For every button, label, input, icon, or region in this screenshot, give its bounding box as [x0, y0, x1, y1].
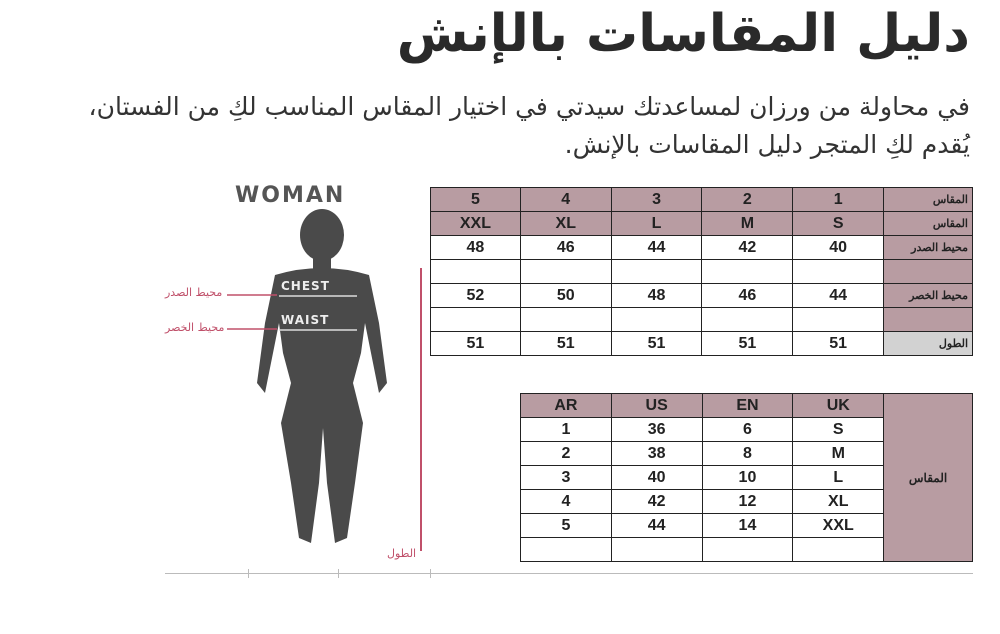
table-cell: 2 [521, 442, 612, 466]
table-cell [793, 308, 884, 332]
table-cell: L [793, 466, 884, 490]
table-cell [793, 260, 884, 284]
table-cell: 51 [431, 332, 521, 356]
table-cell: 3 [611, 188, 702, 212]
table-cell [793, 538, 884, 562]
table-cell: 40 [611, 466, 702, 490]
waist-label: WAIST [281, 313, 330, 327]
table-cell: 10 [702, 466, 793, 490]
body-figure [165, 183, 430, 578]
table-row [431, 188, 973, 212]
table-cell: 48 [431, 236, 521, 260]
table-cell: XXL [431, 212, 521, 236]
table-row [431, 260, 973, 284]
table-cell: 42 [702, 236, 793, 260]
table-cell: 4 [520, 188, 611, 212]
table-cell: 6 [702, 418, 793, 442]
table-cell: 44 [611, 236, 702, 260]
page-title: دليل المقاسات بالإنش [396, 4, 970, 64]
length-label: الطول [387, 547, 417, 560]
waist-side-label: محيط الخصر [165, 321, 225, 334]
chest-side-label: محيط الصدر [165, 286, 223, 299]
table-cell [702, 260, 793, 284]
table-cell: 51 [702, 332, 793, 356]
table-cell [702, 538, 793, 562]
table-cell [611, 538, 702, 562]
divider [430, 569, 431, 578]
row-label: المقاس [884, 188, 973, 212]
table-cell: 46 [702, 284, 793, 308]
table-cell: 46 [520, 236, 611, 260]
table-cell: 42 [611, 490, 702, 514]
table-cell: S [793, 212, 884, 236]
conversion-side-label: المقاس [884, 394, 973, 562]
table-cell: 36 [611, 418, 702, 442]
table-cell: 1 [793, 188, 884, 212]
table-cell: 51 [611, 332, 702, 356]
table-row [431, 212, 973, 236]
divider [338, 569, 339, 578]
table-cell [611, 260, 702, 284]
row-label: الطول [884, 332, 973, 356]
table-cell: 51 [520, 332, 611, 356]
table-cell: 3 [521, 466, 612, 490]
size-guide-image [165, 183, 973, 578]
table-cell: 51 [793, 332, 884, 356]
table-row [431, 332, 973, 356]
table-cell: 44 [793, 284, 884, 308]
page-subtitle: في محاولة من ورزان لمساعدتك سيدتي في اختيار المقاس المناسب لكِ من الفستان، يُقدم لكِ المتجر دليل المقاسات بالإنش. [88, 92, 970, 159]
table-header: US [611, 394, 702, 418]
table-cell: 44 [611, 514, 702, 538]
silhouette-icon [165, 183, 430, 578]
table-cell [431, 260, 521, 284]
table-cell [520, 260, 611, 284]
row-label: محيط الخصر [884, 284, 973, 308]
table-cell [702, 308, 793, 332]
table-cell [431, 308, 521, 332]
table-cell: M [793, 442, 884, 466]
chest-label: CHEST [281, 279, 330, 293]
table-cell [884, 308, 973, 332]
woman-label: WOMAN [235, 183, 346, 208]
table-cell: 12 [702, 490, 793, 514]
table-cell: 14 [702, 514, 793, 538]
table-row [521, 394, 973, 418]
table-cell: 5 [431, 188, 521, 212]
table-cell: XXL [793, 514, 884, 538]
table-cell [520, 308, 611, 332]
table-cell: M [702, 212, 793, 236]
table-cell [611, 308, 702, 332]
table-cell: 48 [611, 284, 702, 308]
table-cell: 8 [702, 442, 793, 466]
size-table [430, 187, 973, 356]
table-cell: 4 [521, 490, 612, 514]
table-header: EN [702, 394, 793, 418]
table-cell [521, 538, 612, 562]
table-cell: 2 [702, 188, 793, 212]
conversion-table [520, 393, 973, 562]
table-cell: 38 [611, 442, 702, 466]
table-header: UK [793, 394, 884, 418]
table-cell: L [611, 212, 702, 236]
table-row [431, 308, 973, 332]
row-label: المقاس [884, 212, 973, 236]
table-cell: XL [793, 490, 884, 514]
table-cell: 50 [520, 284, 611, 308]
table-cell: 5 [521, 514, 612, 538]
table-row [431, 284, 973, 308]
row-label: محيط الصدر [884, 236, 973, 260]
table-cell: S [793, 418, 884, 442]
table-cell: 40 [793, 236, 884, 260]
table-row [431, 236, 973, 260]
table-cell: 52 [431, 284, 521, 308]
divider [165, 573, 973, 574]
table-cell: 1 [521, 418, 612, 442]
table-header: AR [521, 394, 612, 418]
divider [248, 569, 249, 578]
table-cell [884, 260, 973, 284]
table-cell: XL [520, 212, 611, 236]
